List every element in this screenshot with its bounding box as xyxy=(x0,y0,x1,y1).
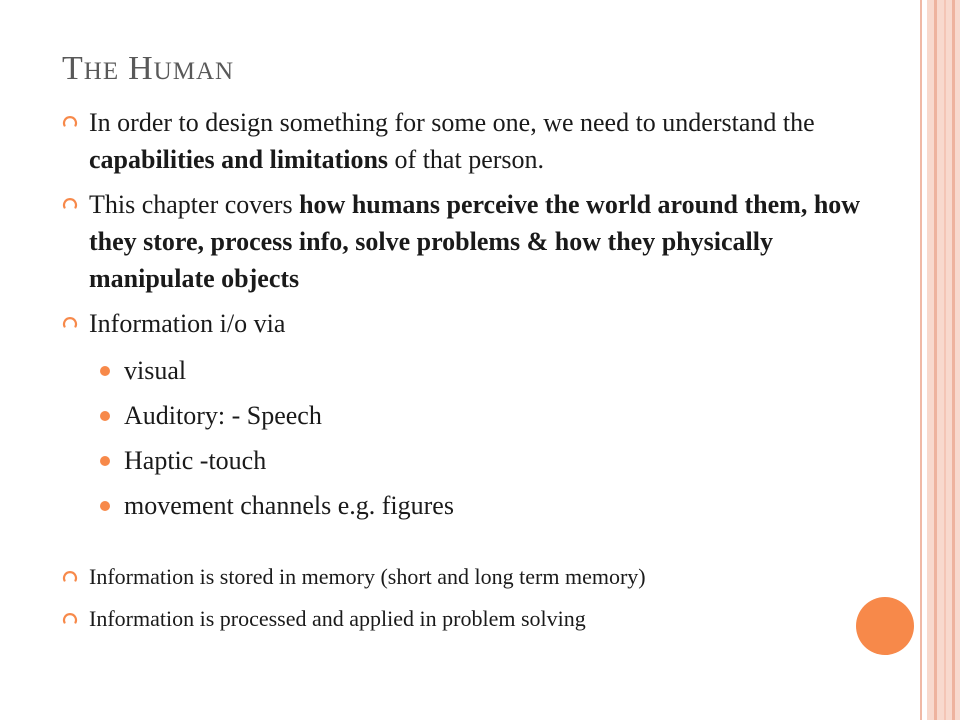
bold-text: how humans perceive the world around them, how they store, process info, solve problems & how they physically manipulate objects xyxy=(89,190,861,293)
bullet-item xyxy=(62,562,902,592)
bold-text: capabilities and limitations xyxy=(89,145,389,174)
bullet-list xyxy=(62,104,902,646)
sub-bullet-text: movement channels e.g. figures xyxy=(124,491,454,520)
bullet-text: Information is stored in memory (short and long term memory) xyxy=(89,564,646,589)
sub-bullet-item xyxy=(89,397,902,434)
orange-arc-bullet-icon xyxy=(62,317,78,333)
list-spacer xyxy=(62,532,902,562)
orange-arc-bullet-icon xyxy=(62,613,78,629)
side-frame-line xyxy=(920,0,922,720)
bullet-text xyxy=(89,108,815,174)
orange-arc-bullet-icon xyxy=(62,198,78,214)
text-run: Information i/o via xyxy=(89,309,286,338)
slide-title xyxy=(62,50,234,88)
bullet-text xyxy=(89,190,860,293)
orange-arc-bullet-icon xyxy=(62,116,78,132)
side-frame-line xyxy=(934,0,937,720)
bullet-item xyxy=(62,604,902,634)
text-run: In order to design something for some one, we need to understand the xyxy=(89,108,815,137)
title-small-caps: HE xyxy=(83,58,120,85)
title-initial: T xyxy=(62,50,84,87)
bullet-item xyxy=(62,186,902,297)
text-run: of that person. xyxy=(388,145,545,174)
bullet-text xyxy=(89,309,285,338)
orange-dot-icon xyxy=(100,411,110,421)
side-frame-line xyxy=(952,0,955,720)
title-small-caps: UMAN xyxy=(153,58,235,85)
bullet-item xyxy=(62,104,902,178)
bullet-text: Information is processed and applied in problem solving xyxy=(89,606,586,631)
sub-bullet-item xyxy=(89,487,902,524)
text-run: This chapter covers xyxy=(89,190,300,219)
sub-bullet-item xyxy=(89,352,902,389)
sub-bullet-item xyxy=(89,442,902,479)
sub-bullet-list xyxy=(89,352,902,524)
orange-dot-icon xyxy=(100,456,110,466)
orange-dot-icon xyxy=(100,501,110,511)
bullet-item xyxy=(62,305,902,524)
orange-arc-bullet-icon xyxy=(62,571,78,587)
sub-bullet-text: Auditory: - Speech xyxy=(124,401,322,430)
sub-bullet-text: Haptic -touch xyxy=(124,446,267,475)
orange-dot-icon xyxy=(100,366,110,376)
side-frame-line xyxy=(944,0,946,720)
sub-bullet-text: visual xyxy=(124,356,187,385)
title-initial: H xyxy=(128,50,154,87)
